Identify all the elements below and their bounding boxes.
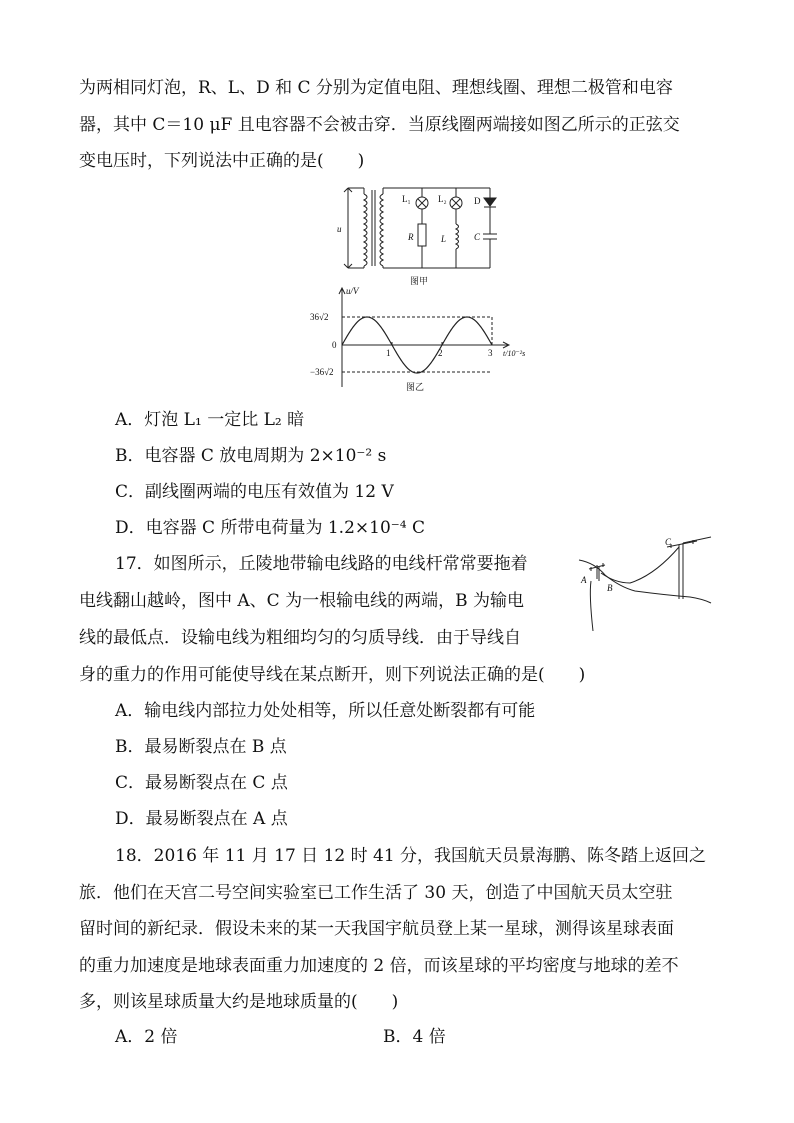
label-u: u: [337, 224, 342, 234]
q16-stem-line-2: 器，其中 C＝10 μF 且电容器不会被击穿．当原线圈两端接如图乙所示的正弦交: [79, 115, 680, 135]
q17-option-c: C．最易断裂点在 C 点: [115, 773, 288, 793]
y-tick-max: 36√2: [310, 312, 329, 322]
y-tick-zero: 0: [332, 340, 337, 350]
q17-option-a: A．输电线内部拉力处处相等，所以任意处断裂都有可能: [115, 701, 536, 721]
q17-stem-line-1: 17．如图所示，丘陵地带输电线路的电线杆常常要拖着: [115, 554, 528, 574]
y-axis-label: u/V: [346, 286, 359, 296]
q16-stem-line-3: 变电压时，下列说法中正确的是( ): [79, 151, 365, 171]
y-tick-min: −36√2: [310, 367, 334, 377]
q16-option-d: D．电容器 C 所带电荷量为 1.2×10⁻⁴ C: [115, 518, 425, 538]
q16-option-b: B．电容器 C 放电周期为 2×10⁻² s: [115, 446, 387, 466]
q18-stem-line-1: 18．2016 年 11 月 17 日 12 时 41 分，我国航天员景海鹏、陈冬踏上返回之: [115, 846, 707, 866]
label-R: R: [408, 232, 414, 242]
q18-stem-line-5: 多，则该星球质量大约是地球质量的( ): [79, 992, 399, 1012]
q16-stem-line-1: 为两相同灯泡，R、L、D 和 C 分别为定值电阻、理想线圈、理想二极管和电容: [79, 78, 673, 98]
q18-stem-line-2: 旅．他们在天宫二号空间实验室已工作生活了 30 天，创造了中国航天员太空驻: [79, 883, 673, 903]
q17-stem-line-4: 身的重力的作用可能使导线在某点断开，则下列说法正确的是( ): [79, 665, 586, 685]
q16-option-c: C．副线圈两端的电压有效值为 12 V: [115, 482, 394, 502]
voltage-graph-yi: [308, 283, 548, 393]
q17-option-d: D．最易断裂点在 A 点: [115, 809, 288, 829]
label-L2: L₂: [438, 194, 447, 204]
label-B: B: [607, 583, 613, 593]
q16-option-a: A．灯泡 L₁ 一定比 L₂ 暗: [115, 410, 305, 430]
circuit-diagram-jia: [330, 180, 510, 290]
x-tick-1: 1: [386, 348, 391, 358]
x-axis-label: t/10⁻²s: [503, 349, 526, 358]
q18-option-a: A．2 倍: [115, 1027, 178, 1047]
x-tick-2: 2: [438, 348, 443, 358]
label-L: L: [441, 234, 447, 244]
q17-stem-line-2: 电线翻山越岭，图中 A、C 为一根输电线的两端，B 为输电: [79, 591, 524, 611]
label-L1: L₁: [402, 194, 411, 204]
q18-stem-line-4: 的重力加速度是地球表面重力加速度的 2 倍，而该星球的平均密度与地球的差不: [79, 956, 679, 976]
q17-option-b: B．最易断裂点在 B 点: [115, 737, 287, 757]
fig-yi-caption: 图乙: [406, 382, 425, 392]
q18-stem-line-3: 留时间的新纪录．假设未来的某一天我国宇航员登上某一星球，测得该星球表面: [79, 919, 674, 939]
fig-jia-caption: 图甲: [410, 276, 429, 286]
label-C: C: [665, 537, 672, 547]
label-D: D: [474, 196, 481, 206]
power-line-figure: [575, 535, 715, 635]
label-A: A: [581, 575, 587, 585]
x-tick-3: 3: [488, 348, 493, 358]
label-C: C: [474, 232, 481, 242]
q18-option-b: B．4 倍: [383, 1027, 446, 1047]
q17-stem-line-3: 线的最低点．设输电线为粗细均匀的匀质导线．由于导线自: [79, 628, 521, 648]
